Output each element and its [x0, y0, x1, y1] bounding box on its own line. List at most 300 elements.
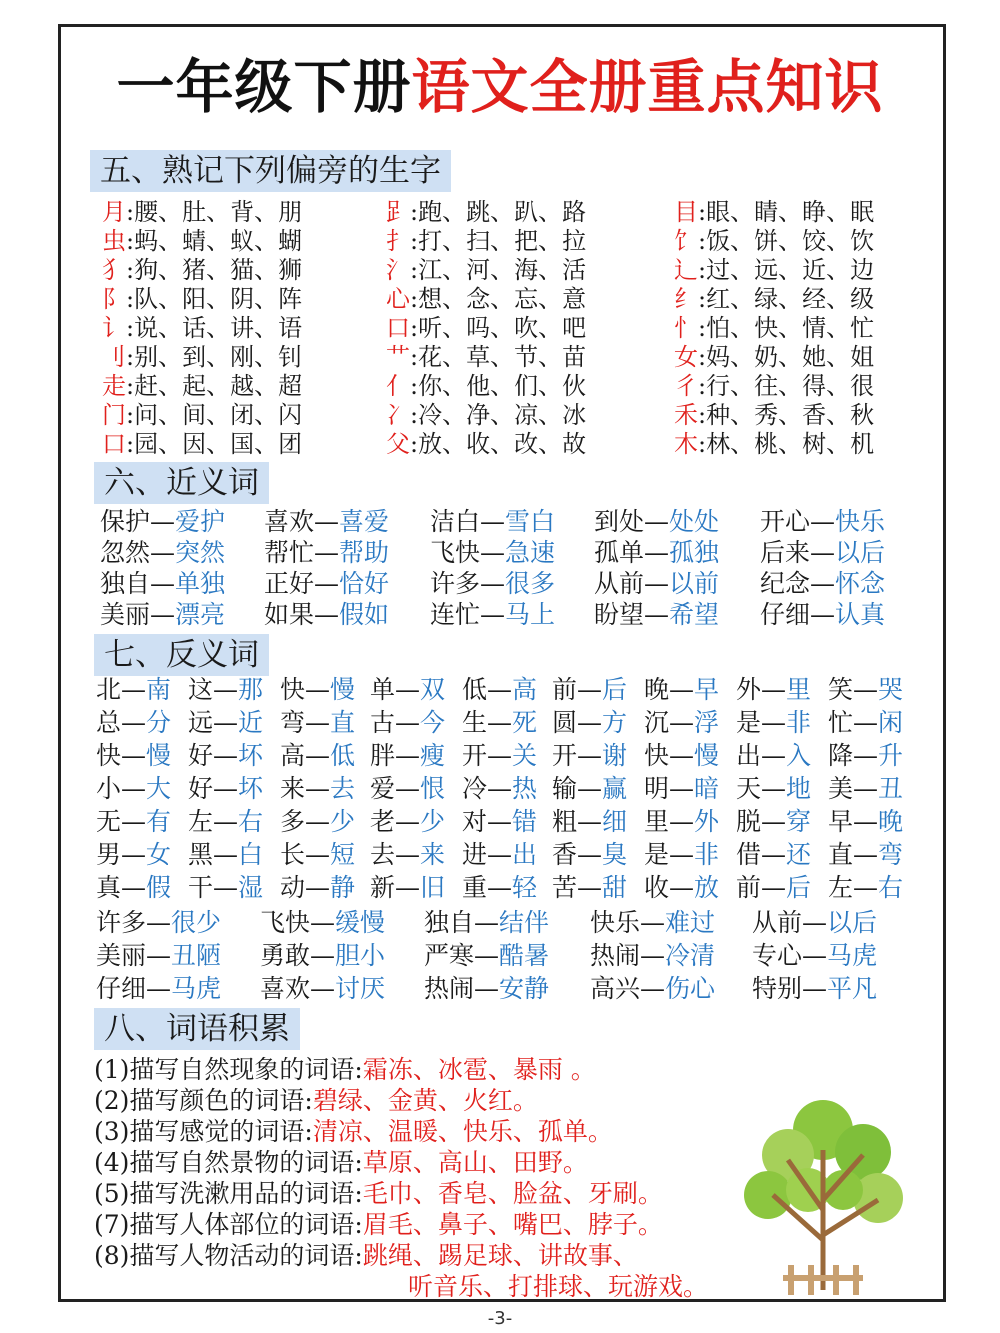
antonym-pair [736, 806, 811, 837]
antonym-match: 双 [420, 675, 446, 704]
antonym-match: 入 [786, 741, 812, 770]
antonym-match: 非 [786, 708, 812, 737]
antonym-pair [462, 674, 537, 705]
section8-heading: 八、词语积累 [94, 1008, 300, 1050]
radical-label: 艹 [386, 343, 410, 371]
phrase-label: 描写人体部位的词语: [129, 1210, 363, 1239]
antonym-match: 臭 [602, 840, 628, 869]
phrase-number: (8) [94, 1241, 130, 1270]
antonym-pair [752, 940, 877, 971]
radical-row [96, 285, 302, 314]
antonym-word: 小— [96, 774, 147, 803]
synonym-word: 喜欢— [264, 507, 340, 536]
phrase-row [94, 1240, 638, 1271]
phrase-row [94, 1054, 596, 1085]
phrase-number: (1) [94, 1055, 130, 1084]
antonym-match: 女 [146, 840, 172, 869]
antonym-pair [462, 872, 537, 903]
antonym-match: 来 [420, 840, 446, 869]
synonym-word: 飞快— [430, 538, 506, 567]
synonym-word: 仔细— [760, 600, 836, 629]
antonym-word: 笑— [828, 675, 879, 704]
antonym-match: 今 [420, 708, 446, 737]
antonym-word: 真— [96, 873, 147, 902]
radical-chars: :别、到、刚、钊 [126, 343, 303, 371]
antonym-pair [280, 806, 355, 837]
radical-chars: :花、草、节、苗 [410, 343, 587, 371]
synonym-word: 连忙— [430, 600, 506, 629]
synonym-pair [594, 599, 719, 630]
radical-row [668, 227, 874, 256]
synonym-pair [264, 568, 389, 599]
radical-label: 走 [102, 372, 126, 400]
radical-chars: :跑、跳、趴、路 [410, 198, 587, 226]
radical-row [380, 285, 586, 314]
radical-label: 月 [102, 198, 126, 226]
antonym-word: 多— [280, 807, 331, 836]
antonym-word: 这— [188, 675, 239, 704]
radical-chars: :赶、起、越、超 [126, 372, 303, 400]
phrase-label: 描写感觉的词语: [129, 1117, 313, 1146]
antonym-word: 输— [552, 774, 603, 803]
radical-label: 讠 [102, 314, 126, 342]
radical-chars: :怕、快、情、忙 [698, 314, 875, 342]
phrase-number: (3) [94, 1117, 130, 1146]
antonym-pair [260, 973, 385, 1004]
radical-label: 口 [102, 430, 126, 458]
antonym-pair [260, 940, 385, 971]
synonym-word: 正好— [264, 569, 340, 598]
antonym-pair [552, 707, 627, 738]
antonym-word: 单— [370, 675, 421, 704]
radical-row [380, 227, 586, 256]
antonym-pair [280, 740, 355, 771]
antonym-word: 仔细— [96, 974, 172, 1003]
synonym-match: 认真 [835, 600, 886, 629]
phrase-value: 跳绳、踢足球、讲故事、 [362, 1241, 638, 1270]
antonym-word: 远— [188, 708, 239, 737]
antonym-match: 细 [602, 807, 628, 836]
antonym-match: 出 [512, 840, 538, 869]
radical-chars: :行、往、得、很 [698, 372, 875, 400]
antonym-word: 许多— [96, 908, 172, 937]
antonym-match: 外 [694, 807, 720, 836]
radical-label: 犭 [102, 256, 126, 284]
synonym-match: 突然 [175, 538, 226, 567]
antonym-pair [188, 839, 263, 870]
antonym-match: 冷清 [665, 941, 716, 970]
antonym-pair [188, 740, 263, 771]
antonym-word: 重— [462, 873, 513, 902]
antonym-pair [828, 674, 903, 705]
synonym-pair [264, 599, 389, 630]
antonym-pair [188, 674, 263, 705]
antonym-pair [736, 773, 811, 804]
synonym-pair [594, 537, 719, 568]
phrase-value: 碧绿、金黄、火红。 [312, 1086, 538, 1115]
antonym-pair [462, 806, 537, 837]
antonym-word: 沉— [644, 708, 695, 737]
antonym-pair [370, 839, 445, 870]
phrase-row [94, 1116, 613, 1147]
radical-label: 木 [674, 430, 698, 458]
synonym-word: 洁白— [430, 507, 506, 536]
radical-row [668, 314, 874, 343]
antonym-match: 安静 [499, 974, 550, 1003]
antonym-word: 出— [736, 741, 787, 770]
antonym-pair [590, 907, 715, 938]
antonym-match: 马虎 [827, 941, 878, 970]
antonym-match: 去 [330, 774, 356, 803]
phrase-label: 描写颜色的词语: [129, 1086, 313, 1115]
antonym-word: 勇敢— [260, 941, 336, 970]
synonym-word: 保护— [100, 507, 176, 536]
radical-row [96, 372, 302, 401]
synonym-match: 假如 [339, 600, 390, 629]
antonym-pair [828, 740, 903, 771]
radical-chars: :林、桃、树、机 [698, 430, 875, 458]
antonym-match: 哭 [878, 675, 904, 704]
antonym-match: 慢 [330, 675, 356, 704]
antonym-match: 谢 [602, 741, 628, 770]
antonym-pair [424, 940, 549, 971]
radical-label: 门 [102, 401, 126, 429]
radical-label: 氵 [386, 256, 410, 284]
antonym-match: 难过 [665, 908, 716, 937]
synonym-match: 以后 [835, 538, 886, 567]
section6-heading: 六、近义词 [94, 462, 269, 504]
synonym-pair [100, 599, 225, 630]
radical-chars: :过、远、近、边 [698, 256, 875, 284]
antonym-match: 马虎 [171, 974, 222, 1003]
antonym-word: 开— [552, 741, 603, 770]
synonym-pair [430, 506, 555, 537]
antonym-match: 假 [146, 873, 172, 902]
antonym-pair [280, 707, 355, 738]
antonym-word: 去— [370, 840, 421, 869]
antonym-match: 旧 [420, 873, 446, 902]
synonym-word: 帮忙— [264, 538, 340, 567]
antonym-match: 缓慢 [335, 908, 386, 937]
radical-row [668, 198, 874, 227]
antonym-word: 高兴— [590, 974, 666, 1003]
page-title [0, 52, 1000, 122]
antonym-pair [736, 872, 811, 903]
antonym-word: 脱— [736, 807, 787, 836]
synonym-pair [430, 568, 555, 599]
antonym-pair [736, 740, 811, 771]
antonym-pair [280, 773, 355, 804]
antonym-pair [370, 740, 445, 771]
radical-label: 辶 [674, 256, 698, 284]
section5-heading: 五、熟记下列偏旁的生字 [90, 150, 451, 192]
antonym-word: 热闹— [424, 974, 500, 1003]
antonym-word: 严寒— [424, 941, 500, 970]
antonym-match: 右 [238, 807, 264, 836]
radical-row [668, 256, 874, 285]
antonym-word: 晚— [644, 675, 695, 704]
radical-chars: :冷、净、凉、冰 [410, 401, 587, 429]
synonym-match: 快乐 [835, 507, 886, 536]
radical-chars: :想、念、忘、意 [410, 285, 587, 313]
antonym-match: 坏 [238, 774, 264, 803]
synonym-pair [760, 506, 885, 537]
antonym-word: 胖— [370, 741, 421, 770]
antonym-pair [96, 740, 171, 771]
antonym-pair [280, 674, 355, 705]
antonym-match: 胆小 [335, 941, 386, 970]
radical-row [380, 256, 586, 285]
antonym-pair [752, 973, 877, 1004]
antonym-match: 关 [512, 741, 538, 770]
antonym-match: 直 [330, 708, 356, 737]
phrase-value: 草原、高山、田野。 [362, 1148, 588, 1177]
synonym-match: 孤独 [669, 538, 720, 567]
antonym-word: 快— [644, 741, 695, 770]
synonym-word: 美丽— [100, 600, 176, 629]
synonym-word: 许多— [430, 569, 506, 598]
antonym-pair [828, 806, 903, 837]
antonym-word: 香— [552, 840, 603, 869]
antonym-pair [590, 940, 715, 971]
antonym-match: 近 [238, 708, 264, 737]
antonym-match: 升 [878, 741, 904, 770]
synonym-match: 怀念 [835, 569, 886, 598]
radical-label: 冫 [386, 401, 410, 429]
antonym-match: 低 [330, 741, 356, 770]
antonym-match: 暗 [694, 774, 720, 803]
antonym-word: 美— [828, 774, 879, 803]
antonym-match: 错 [512, 807, 538, 836]
synonym-match: 以前 [669, 569, 720, 598]
radical-row [668, 372, 874, 401]
phrase-continuation: 听音乐、打排球、玩游戏。 [408, 1272, 709, 1301]
antonym-word: 喜欢— [260, 974, 336, 1003]
synonym-pair [100, 537, 225, 568]
antonym-word: 降— [828, 741, 879, 770]
phrase-label: 描写人物活动的词语: [129, 1241, 363, 1270]
antonym-word: 从前— [752, 908, 828, 937]
radical-chars: :妈、奶、她、姐 [698, 343, 875, 371]
antonym-pair [96, 839, 171, 870]
synonym-word: 到处— [594, 507, 670, 536]
antonym-pair [828, 707, 903, 738]
antonym-match: 甜 [602, 873, 628, 902]
phrase-number: (5) [94, 1179, 130, 1208]
antonym-pair [96, 806, 171, 837]
antonym-pair [462, 740, 537, 771]
radical-chars: :眼、睛、睁、眠 [698, 198, 875, 226]
radical-label: 饣 [674, 227, 698, 255]
antonym-match: 讨厌 [335, 974, 386, 1003]
radical-chars: :园、因、国、团 [126, 430, 303, 458]
antonym-match: 右 [878, 873, 904, 902]
antonym-word: 高— [280, 741, 331, 770]
phrase-value: 眉毛、鼻子、嘴巴、脖子。 [362, 1210, 663, 1239]
antonym-pair [188, 773, 263, 804]
antonym-word: 独自— [424, 908, 500, 937]
radical-row [380, 401, 586, 430]
radical-label: 女 [674, 343, 698, 371]
antonym-word: 收— [644, 873, 695, 902]
synonym-match: 希望 [669, 600, 720, 629]
antonym-match: 大 [146, 774, 172, 803]
antonym-word: 快— [96, 741, 147, 770]
antonym-match: 慢 [146, 741, 172, 770]
radical-label: 彳 [674, 372, 698, 400]
antonym-pair [96, 872, 171, 903]
antonym-pair [752, 907, 877, 938]
antonym-pair [736, 839, 811, 870]
radical-row [96, 198, 302, 227]
radical-chars: :红、绿、经、级 [698, 285, 875, 313]
antonym-word: 北— [96, 675, 147, 704]
phrase-row [94, 1178, 663, 1209]
radical-label: 忄 [674, 314, 698, 342]
antonym-word: 直— [828, 840, 879, 869]
antonym-pair [96, 707, 171, 738]
antonym-word: 天— [736, 774, 787, 803]
title-black: 一年级下册 [116, 53, 412, 121]
radical-chars: :蚂、蜻、蚁、蝴 [126, 227, 303, 255]
antonym-match: 慢 [694, 741, 720, 770]
antonym-match: 坏 [238, 741, 264, 770]
antonym-word: 粗— [552, 807, 603, 836]
radical-label: 禾 [674, 401, 698, 429]
phrase-number: (4) [94, 1148, 130, 1177]
antonym-pair [828, 839, 903, 870]
antonym-word: 无— [96, 807, 147, 836]
antonym-word: 专心— [752, 941, 828, 970]
radical-row [668, 343, 874, 372]
synonym-word: 孤单— [594, 538, 670, 567]
antonym-word: 借— [736, 840, 787, 869]
synonym-pair [760, 568, 885, 599]
radical-label: 𧾷 [386, 198, 410, 226]
radical-row [380, 372, 586, 401]
antonym-pair [188, 806, 263, 837]
antonym-pair [552, 806, 627, 837]
antonym-match: 白 [238, 840, 264, 869]
antonym-match: 恨 [420, 774, 446, 803]
antonym-match: 弯 [878, 840, 904, 869]
phrase-label: 描写洗漱用品的词语: [129, 1179, 363, 1208]
synonym-word: 从前— [594, 569, 670, 598]
title-red: 语文全册重点知识 [411, 53, 884, 121]
radical-chars: :种、秀、香、秋 [698, 401, 875, 429]
radical-label: 口 [386, 314, 410, 342]
radical-row [380, 430, 586, 459]
radical-chars: :腰、肚、背、朋 [126, 198, 303, 226]
antonym-pair [370, 872, 445, 903]
antonym-word: 美丽— [96, 941, 172, 970]
antonym-pair [552, 773, 627, 804]
synonym-pair [100, 568, 225, 599]
antonym-match: 热 [512, 774, 538, 803]
synonym-match: 爱护 [175, 507, 226, 536]
antonym-match: 丑 [878, 774, 904, 803]
antonym-pair [644, 773, 719, 804]
antonym-match: 短 [330, 840, 356, 869]
synonym-pair [264, 506, 389, 537]
synonym-match: 单独 [175, 569, 226, 598]
synonym-word: 纪念— [760, 569, 836, 598]
antonym-match: 还 [786, 840, 812, 869]
antonym-match: 里 [786, 675, 812, 704]
antonym-pair [260, 907, 385, 938]
synonym-word: 忽然— [100, 538, 176, 567]
radical-chars: :队、阳、阴、阵 [126, 285, 303, 313]
antonym-pair [370, 707, 445, 738]
antonym-match: 酷暑 [499, 941, 550, 970]
radical-chars: :放、收、改、故 [410, 430, 587, 458]
section7-heading: 七、反义词 [94, 634, 269, 676]
antonym-word: 冷— [462, 774, 513, 803]
radical-label: 心 [386, 285, 410, 313]
antonym-pair [644, 740, 719, 771]
synonym-pair [760, 537, 885, 568]
radical-label: 父 [386, 430, 410, 458]
antonym-pair [280, 839, 355, 870]
antonym-match: 静 [330, 873, 356, 902]
synonym-pair [264, 537, 389, 568]
antonym-pair [96, 907, 221, 938]
antonym-word: 外— [736, 675, 787, 704]
radical-row [96, 401, 302, 430]
phrase-row [94, 1085, 538, 1116]
radical-label: 目 [674, 198, 698, 226]
phrase-value: 清凉、温暖、快乐、孤单。 [312, 1117, 613, 1146]
synonym-pair [760, 599, 885, 630]
synonym-match: 处处 [669, 507, 720, 536]
antonym-match: 结伴 [499, 908, 550, 937]
antonym-word: 好— [188, 774, 239, 803]
antonym-pair [644, 707, 719, 738]
antonym-word: 古— [370, 708, 421, 737]
synonym-match: 恰好 [339, 569, 390, 598]
antonym-match: 南 [146, 675, 172, 704]
antonym-pair [644, 839, 719, 870]
antonym-pair [552, 839, 627, 870]
radical-chars: :打、扫、把、拉 [410, 227, 587, 255]
synonym-pair [594, 568, 719, 599]
radical-row [380, 314, 586, 343]
antonym-match: 赢 [602, 774, 628, 803]
antonym-word: 开— [462, 741, 513, 770]
antonym-match: 少 [420, 807, 446, 836]
antonym-match: 伤心 [665, 974, 716, 1003]
antonym-word: 快乐— [590, 908, 666, 937]
antonym-match: 很少 [171, 908, 222, 937]
antonym-word: 苦— [552, 873, 603, 902]
antonym-word: 特别— [752, 974, 828, 1003]
radical-row [380, 198, 586, 227]
antonym-word: 生— [462, 708, 513, 737]
antonym-word: 动— [280, 873, 331, 902]
antonym-match: 分 [146, 708, 172, 737]
antonym-word: 明— [644, 774, 695, 803]
antonym-match: 方 [602, 708, 628, 737]
radical-label: 扌 [386, 227, 410, 255]
phrase-label: 描写自然现象的词语: [129, 1055, 363, 1084]
synonym-match: 雪白 [505, 507, 556, 536]
synonym-pair [430, 537, 555, 568]
radical-chars: :饭、饼、饺、饮 [698, 227, 875, 255]
antonym-match: 后 [786, 873, 812, 902]
synonym-word: 开心— [760, 507, 836, 536]
antonym-match: 非 [694, 840, 720, 869]
radical-chars: :你、他、们、伙 [410, 372, 587, 400]
